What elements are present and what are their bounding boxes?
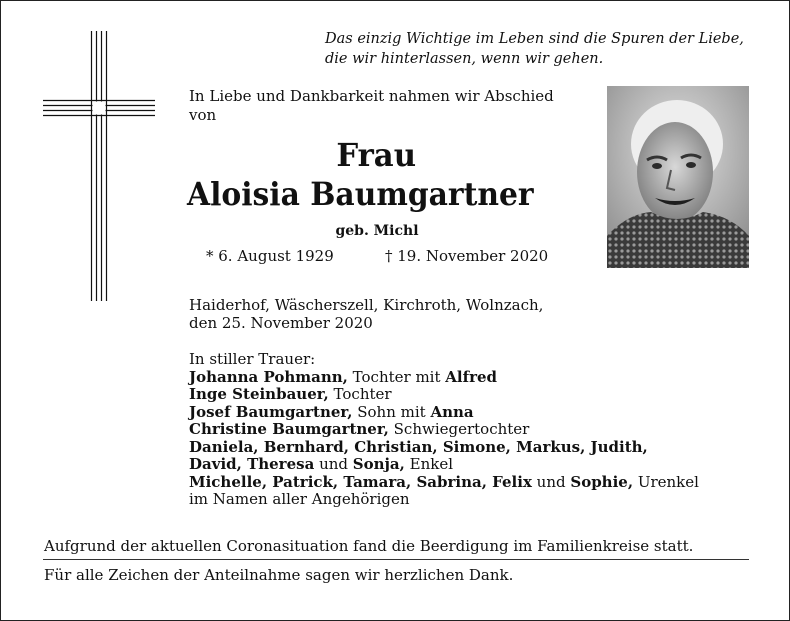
- mourner-relation: und: [314, 455, 353, 473]
- mourner-relation: Enkel: [404, 455, 454, 473]
- mourner-line: [189, 421, 699, 439]
- death-date: † 19. November 2020: [385, 247, 549, 265]
- mourners-block: [189, 351, 699, 509]
- deceased-birth-name: geb. Michl: [335, 223, 419, 239]
- deceased-name: Aloisia Baumgartner: [187, 175, 534, 213]
- mourners-heading: In stiller Trauer:: [189, 350, 316, 368]
- mourner-name: Sonja,: [352, 455, 405, 473]
- intro-text: [189, 87, 554, 125]
- mourner-line: [189, 456, 699, 474]
- mourner-name: Alfred: [445, 367, 498, 386]
- birth-date: * 6. August 1929: [206, 247, 334, 265]
- motto-line-2: die wir hinterlassen, wenn wir gehen.: [325, 51, 604, 67]
- date-line: den 25. November 2020: [189, 314, 373, 332]
- divider-line: [43, 559, 749, 560]
- mourner-list: [189, 369, 699, 509]
- mourner-name: Daniela, Bernhard, Christian, Simone, Markus, Judith,: [189, 437, 648, 456]
- mourner-relation: und: [531, 472, 571, 491]
- mourner-name: Inge Steinbauer,: [189, 385, 329, 403]
- mourner-name: Sophie,: [570, 472, 634, 491]
- funeral-note: Aufgrund der aktuellen Coronasituation fand die Beerdigung im Familienkreise statt.: [44, 537, 694, 555]
- deceased-salutation: Frau: [336, 136, 417, 174]
- portrait-photo: [607, 86, 749, 268]
- thanks-note: Für alle Zeichen der Anteilnahme sagen wir herzlichen Dank.: [44, 566, 514, 584]
- motto-quote: [325, 29, 765, 69]
- mourner-line: [189, 369, 699, 387]
- mourner-name: Michelle, Patrick, Tamara, Sabrina, Felix: [189, 472, 532, 491]
- mourner-line: [189, 474, 699, 492]
- mourner-relation: Schwiegertochter: [388, 420, 530, 438]
- place-line: Haiderhof, Wäscherszell, Kirchroth, Wolnzach,: [189, 296, 544, 314]
- mourner-relation: Sohn mit: [352, 402, 431, 421]
- mourner-relation: Urenkel: [633, 472, 699, 491]
- mourner-name: Christine Baumgartner,: [189, 420, 389, 438]
- mourner-relation: Tochter: [328, 385, 392, 403]
- mourner-line: [189, 386, 699, 404]
- mourner-name: Johanna Pohmann,: [189, 367, 348, 386]
- mourner-line: [189, 404, 699, 422]
- intro-line-1: In Liebe und Dankbarkeit nahmen wir Abschied: [189, 87, 554, 105]
- cross-icon: [43, 31, 155, 301]
- mourner-line: [189, 439, 699, 457]
- mourner-line: [189, 491, 699, 509]
- intro-line-2: von: [189, 106, 217, 124]
- mourner-name: David, Theresa: [189, 455, 315, 473]
- place-and-date: [189, 296, 543, 332]
- motto-line-1: Das einzig Wichtige im Leben sind die Spuren der Liebe,: [325, 31, 744, 47]
- mourner-name: Anna: [430, 402, 474, 421]
- mourner-relation: Tochter mit: [347, 367, 446, 386]
- mourner-name: Josef Baumgartner,: [189, 402, 353, 421]
- mourner-relation: im Namen aller Angehörigen: [189, 490, 410, 508]
